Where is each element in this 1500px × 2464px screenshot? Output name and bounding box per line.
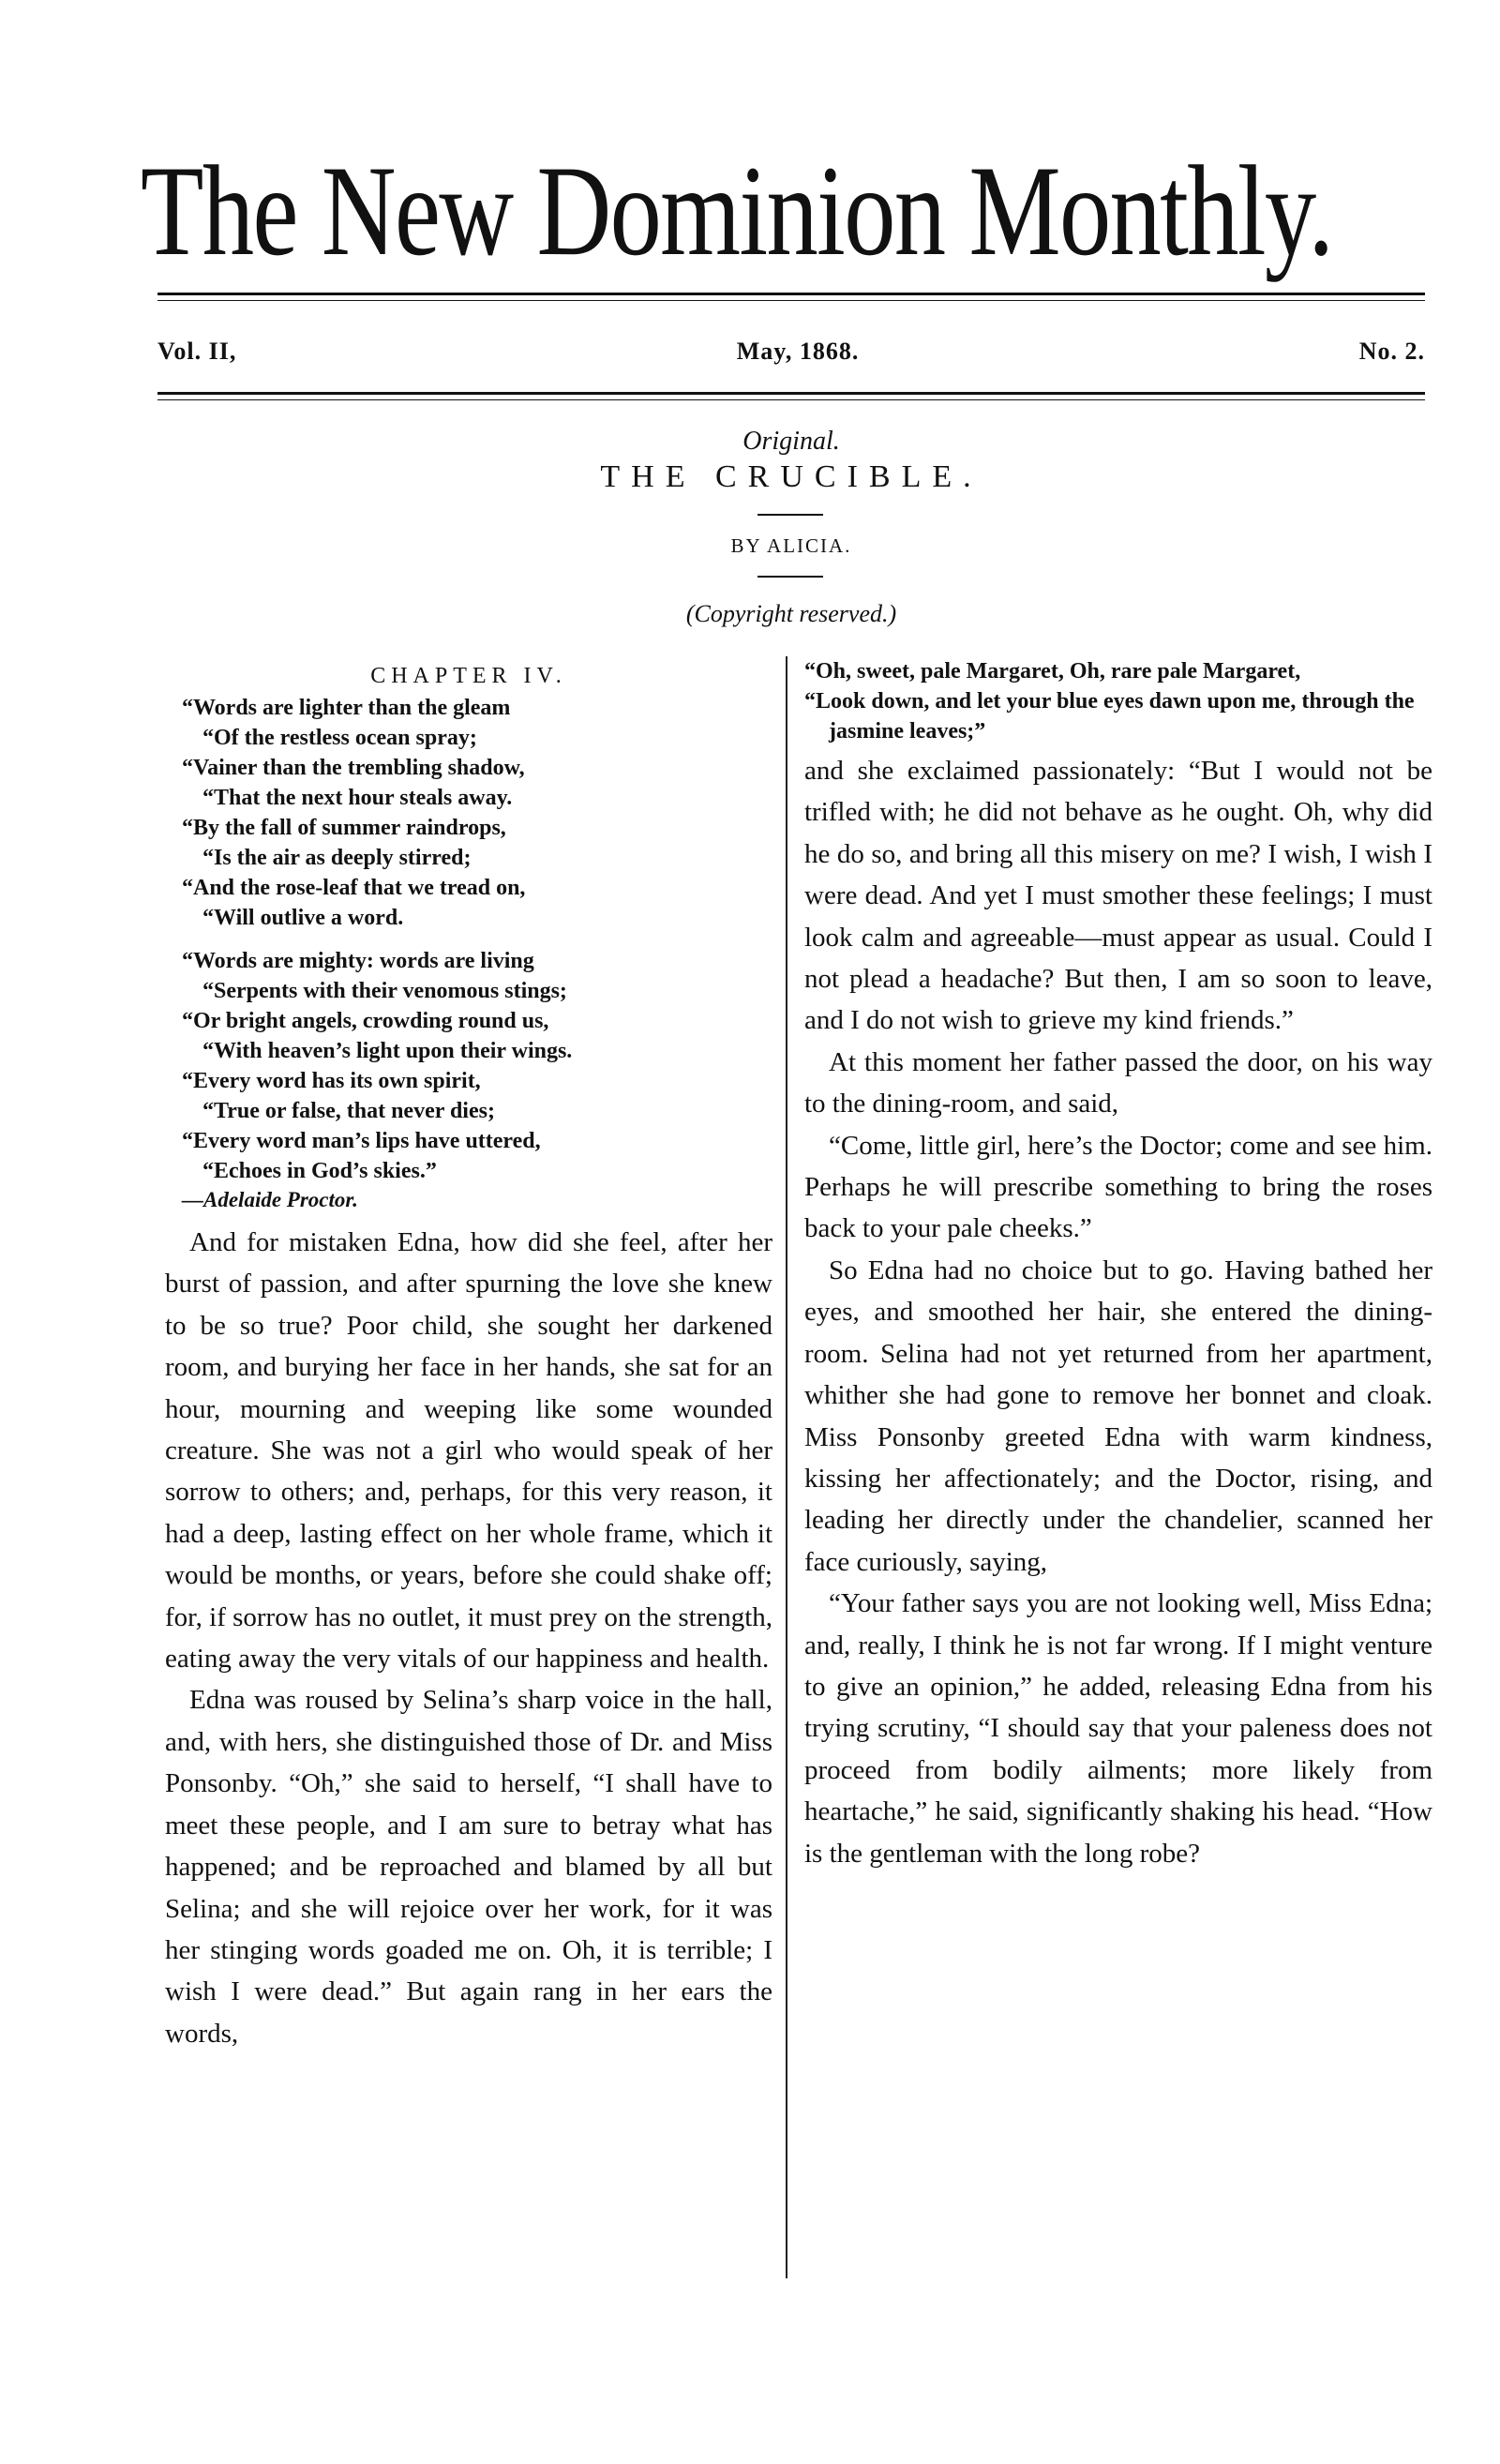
paragraph: and she exclaimed passionately: “But I would not be trifled with; he did not behave as he ought. Oh, why did he do so, and bring all this misery on me? I wish, I wish I were dead. And yet I must smother these feelings; I must look calm and agreeable—must appear as usual. Could I not plead a headache? But then, I am so soon to leave, and I do not wish to grieve my kind friends.” — [804, 756, 1432, 1036]
poem-line: “Words are mighty: words are living — [182, 949, 534, 973]
left-prose — [165, 1222, 772, 2054]
paragraph: “Come, little girl, here’s the Doctor; come and see him. Perhaps he will prescribe something to bring the roses back to your pale cheeks.” — [804, 1130, 1432, 1244]
issue-rule-top — [158, 392, 1425, 395]
masthead-title: The New Dominion Monthly. — [141, 139, 1333, 282]
chapter-heading: CHAPTER IV. — [370, 664, 567, 688]
poem-line: “That the next hour steals away. — [202, 786, 513, 810]
issue-date: May, 1868. — [736, 338, 860, 365]
paragraph: Edna was roused by Selina’s sharp voice in the hall, and, with hers, she distinguished those of Dr. and Miss Ponsonby. “Oh,” she said to herself, “I shall have to meet these people, and I am sure to betray what has happened; and be reproached and blamed by all but Selina; and she will rejoice over her work, for it was her stinging words goaded me on. Oh, it is terrible; I wish I were dead.” But again rang in her ears the words, — [165, 1685, 772, 2049]
poem-line: “By the fall of summer raindrops, — [182, 816, 506, 840]
poem-line: “Serpents with their venomous stings; — [202, 979, 567, 1003]
article-byline: BY ALICIA. — [730, 534, 852, 557]
issue-line — [158, 338, 1425, 366]
epigraph-attribution: —Adelaide Proctor. — [182, 1188, 358, 1211]
paragraph: “Your father says you are not looking well, Miss Edna; and, really, I think he is not far wrong. If I might venture to give an opinion,” he added, releasing Edna from his trying scrutiny, “I should say that your paleness does not proceed from bodily ailments; more likely from heartache,” he said, significantly shaking his head. “How is the gentleman with the long robe? — [804, 1588, 1432, 1869]
poem-line: “Or bright angels, crowding round us, — [182, 1009, 549, 1033]
paragraph: And for mistaken Edna, how did she feel, after her burst of passion, and after spurning the love she knew to be so true? Poor child, she sought her darkened room, and burying her face in her hands, she sat for an hour, mourning and weeping like some wounded creature. She was not a girl who would speak of her sorrow to others; and, perhaps, for this very reason, it had a deep, lasting effect on her whole frame, which it would be months, or years, before she could shake off; for, if sorrow has no outlet, it must prey on the strength, eating away the very vitals of our happiness and health. — [165, 1227, 773, 1675]
column-divider — [786, 656, 788, 2278]
stanza-gap — [182, 933, 772, 946]
poem-line: “Oh, sweet, pale Margaret, Oh, rare pale Margaret, — [804, 659, 1301, 684]
title-divider — [758, 514, 823, 516]
byline-divider — [758, 576, 823, 578]
poem-line: “Will outlive a word. — [202, 906, 404, 930]
epigraph-poem — [182, 693, 772, 1186]
volume-label: Vol. II, — [158, 338, 237, 365]
masthead-rule-thin — [158, 300, 1425, 301]
copyright-notice: (Copyright reserved.) — [685, 600, 897, 627]
poem-line: “With heaven’s light upon their wings. — [202, 1039, 573, 1063]
poem-line: “And the rose-leaf that we tread on, — [182, 876, 526, 900]
issue-rule-thin — [158, 399, 1425, 400]
poem-line: “Every word man’s lips have uttered, — [182, 1129, 541, 1153]
left-column — [165, 656, 772, 2054]
poem-line: “Is the air as deeply stirred; — [202, 846, 472, 870]
quoted-verse — [804, 656, 1432, 746]
poem-line: “Words are lighter than the gleam — [182, 696, 511, 720]
poem-line: “Every word has its own spirit, — [182, 1069, 481, 1093]
poem-line: “Of the restless ocean spray; — [202, 726, 477, 750]
poem-line: “Vainer than the trembling shadow, — [182, 756, 525, 780]
paragraph: At this moment her father passed the door, on his way to the dining-room, and said, — [804, 1046, 1432, 1119]
issue-number: No. 2. — [1358, 338, 1425, 365]
article-kicker: Original. — [742, 427, 840, 456]
right-prose — [804, 750, 1432, 1874]
paragraph: So Edna had no choice but to go. Having bathed her eyes, and smoothed her hair, she entered the dining-room. Selina had not yet returned from her apartment, whither she had gone to remove her bonnet and cloak. Miss Ponsonby greeted Edna with warm kindness, kissing her affectionately; and the Doctor, rising, and leading her directly under the chandelier, scanned her face curiously, saying, — [804, 1255, 1432, 1577]
poem-line: “Echoes in God’s skies.” — [202, 1159, 437, 1183]
right-column — [804, 656, 1432, 1874]
masthead-rule-top — [158, 293, 1425, 295]
poem-line: “True or false, that never dies; — [202, 1099, 495, 1123]
article-title: THE CRUCIBLE. — [600, 459, 982, 494]
poem-line: “Look down, and let your blue eyes dawn upon me, through the jasmine leaves;” — [804, 689, 1415, 744]
